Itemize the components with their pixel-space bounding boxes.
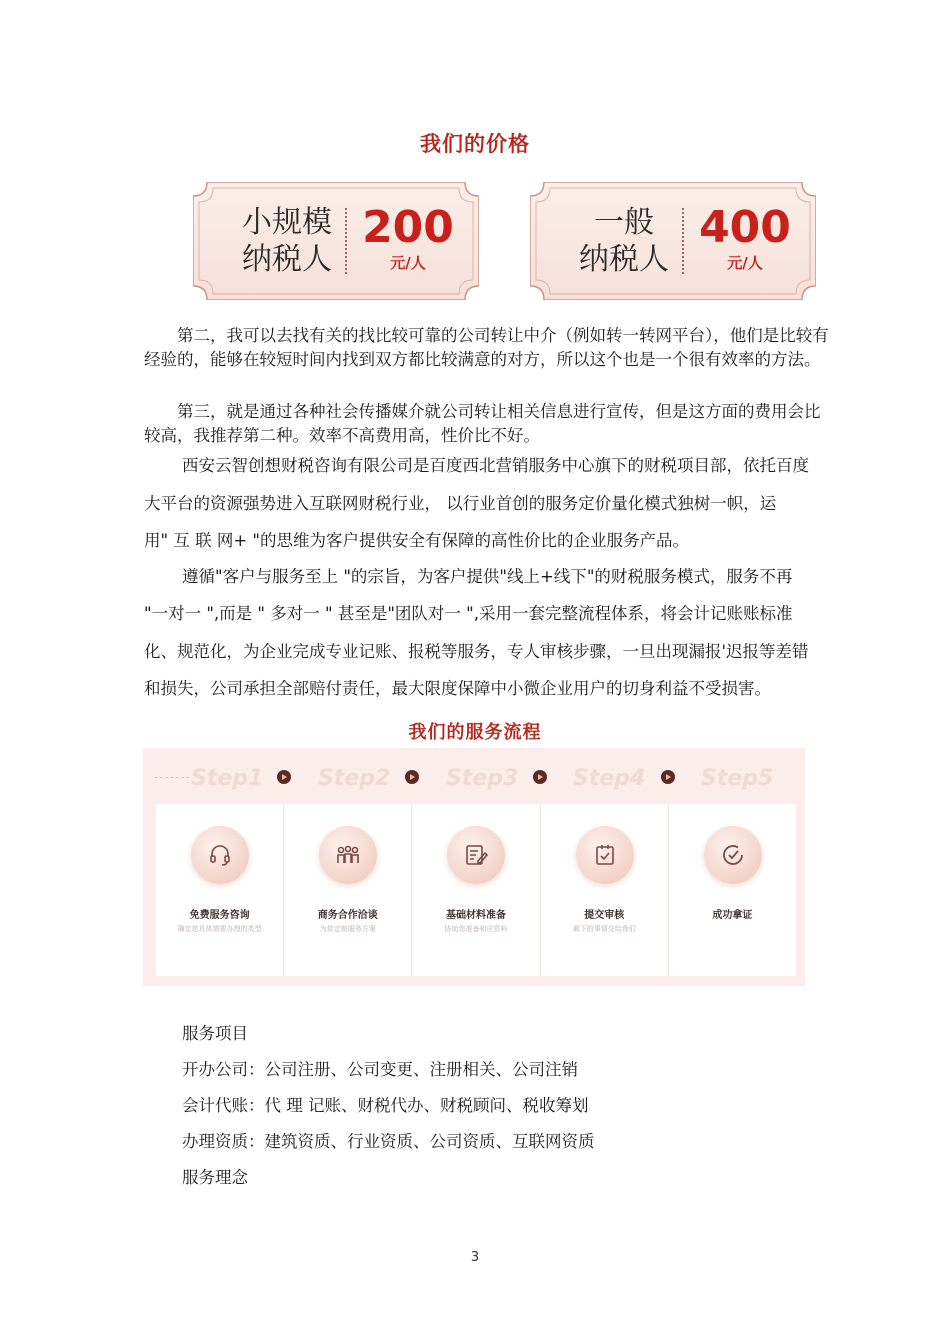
flow-step — [669, 804, 796, 976]
flow-step-desc: 剩下的事情交给我们 — [572, 925, 636, 933]
step-arrow-icon — [405, 770, 419, 784]
service-mode-line: "一对一 ",而是 " 多对一 " 甚至是"团队对一 ",采用一套完整流程体系，将会计记账账标准 — [144, 604, 793, 623]
price-value: 200 — [362, 202, 454, 253]
paragraph-second-method: 第二，我可以去找有关的找比较可靠的公司转让中介（例如转一转网平台），他们是比较有经验的，能够在较短时间内找到双方都比较满意的对方，所以这个也是一个很有效率的方法。 — [144, 326, 829, 369]
flow-steps-panel — [156, 804, 796, 976]
price-label-line2: 纳税人 — [579, 242, 669, 277]
flow-step — [412, 804, 540, 976]
flow-step-desc: 为您定制服务方案 — [319, 925, 376, 933]
price-section-title: 我们的价格 — [420, 132, 530, 156]
service-flow-graphic — [143, 748, 805, 986]
price-label-line2: 纳税人 — [242, 242, 332, 277]
price-label-line1: 一般 — [594, 205, 654, 240]
clipboard-check-icon — [576, 826, 634, 884]
price-card-general — [530, 182, 816, 300]
flow-step-name: 免费服务咨询 — [189, 910, 250, 921]
step-track — [143, 748, 805, 804]
service-mode-line: 和损失，公司承担全部赔付责任，最大限度保障中小微企业用户的切身利益不受损害。 — [144, 679, 771, 698]
paragraph-third-method: 第三，就是通过各种社会传播媒介就公司转让相关信息进行宣传，但是这方面的费用会比较高，我推荐第二种。效率不高费用高，性价比不好。 — [144, 402, 821, 445]
service-mode-line: 化、规范化，为企业完成专业记账、报税等服务，专人审核步骤，一旦出现漏报'迟报等差错 — [144, 642, 809, 661]
price-card-small-scale — [193, 182, 479, 300]
price-unit: 元/人 — [390, 254, 426, 272]
service-item: 会计代账：代 理 记账、财税代办、财税顾问、税收筹划 — [182, 1096, 589, 1115]
flow-step — [541, 804, 669, 976]
page-number: 3 — [470, 1250, 480, 1265]
flow-step-name: 成功拿证 — [712, 910, 753, 921]
flow-section-title: 我们的服务流程 — [408, 722, 542, 743]
step-arrow-icon — [533, 770, 547, 784]
step-label: Step4 — [573, 766, 646, 791]
step-label: Step1 — [191, 766, 264, 791]
company-intro-line: 大平台的资源强势进入互联网财税行业， 以行业首创的服务定价量化模式独树一帜，运 — [144, 494, 777, 513]
flow-step-desc: 确定您具体需要办理的类型 — [177, 925, 262, 933]
step-label: Step5 — [701, 766, 774, 791]
price-unit: 元/人 — [727, 254, 763, 272]
check-circle-icon — [704, 826, 762, 884]
document-edit-icon — [447, 826, 505, 884]
price-value: 400 — [699, 202, 791, 253]
service-mode-line: 遵循"客户与服务至上 "的宗旨，为客户提供"线上+线下"的财税服务模式，服务不再 — [182, 567, 793, 586]
price-label-line1: 小规模 — [242, 205, 332, 240]
price-divider — [345, 208, 347, 274]
flow-step-name: 基础材料准备 — [446, 910, 506, 921]
price-divider — [682, 208, 684, 274]
service-philosophy-heading: 服务理念 — [182, 1168, 248, 1187]
company-intro-line: 西安云智创想财税咨询有限公司是百度西北营销服务中心旗下的财税项目部，依托百度 — [182, 456, 809, 475]
service-item: 开办公司：公司注册、公司变更、注册相关、公司注销 — [182, 1060, 578, 1079]
step-label: Step3 — [446, 766, 519, 791]
step-arrow-icon — [277, 770, 291, 784]
flow-step-desc: 协助您准备相应资料 — [444, 925, 508, 933]
headset-icon — [191, 826, 249, 884]
flow-step-name: 提交审核 — [584, 910, 625, 921]
company-intro-line: 用" 互 联 网+ "的思维为客户提供安全有保障的高性价比的企业服务产品。 — [144, 531, 689, 550]
services-heading: 服务项目 — [182, 1024, 248, 1043]
people-icon — [319, 826, 377, 884]
step-label: Step2 — [318, 766, 391, 791]
flow-step-name: 商务合作洽谈 — [317, 910, 378, 921]
step-arrow-icon — [661, 770, 675, 784]
flow-step — [284, 804, 412, 976]
flow-step — [156, 804, 284, 976]
service-item: 办理资质：建筑资质、行业资质、公司资质、互联网资质 — [182, 1132, 595, 1151]
